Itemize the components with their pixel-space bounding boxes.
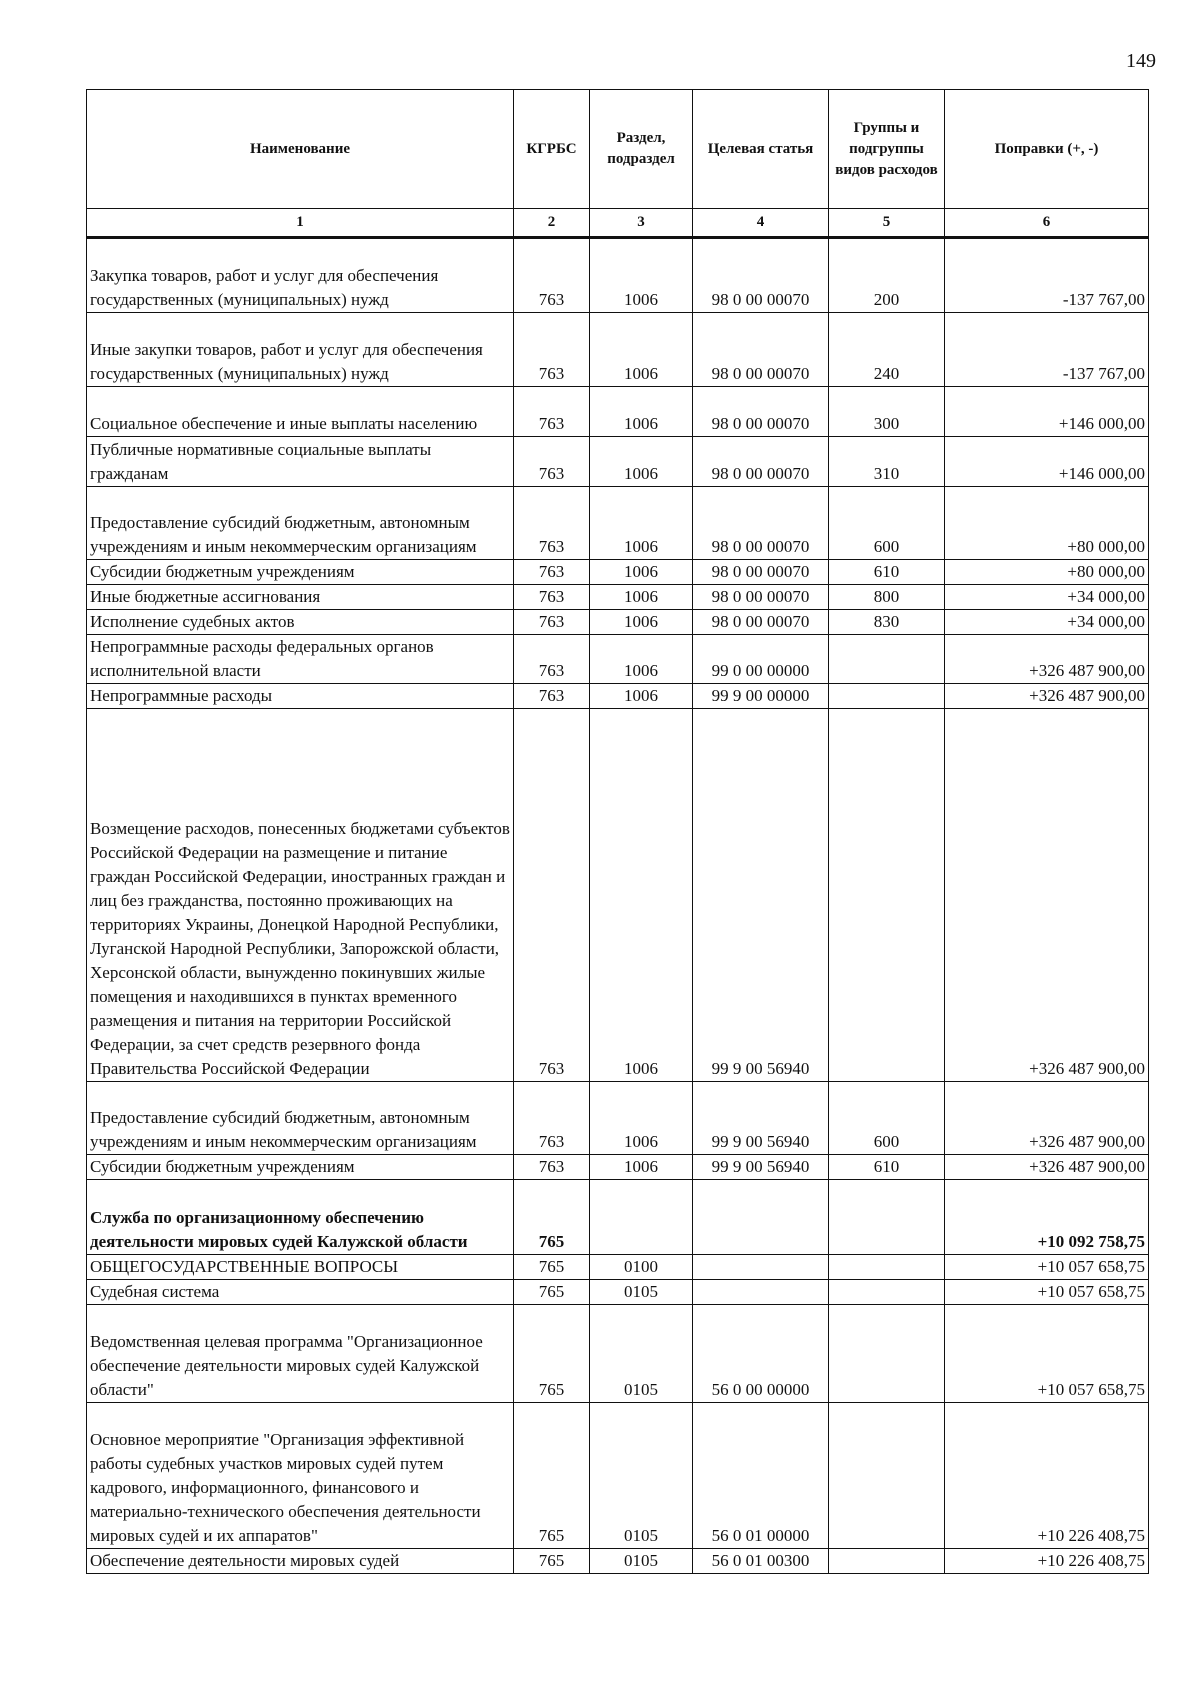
row-kgrbs-cell: 763 [514, 709, 590, 1082]
row-target-cell: 98 0 00 00070 [693, 238, 829, 313]
table-row [87, 1280, 1149, 1305]
row-amount-cell: +34 000,00 [945, 585, 1149, 610]
row-target-cell: 56 0 01 00300 [693, 1549, 829, 1574]
row-group-cell [829, 709, 945, 1082]
row-amount-cell: +326 487 900,00 [945, 684, 1149, 709]
row-name-cell: Закупка товаров, работ и услуг для обеспечения государственных (муниципальных) нужд [87, 238, 514, 313]
column-numbers-row [87, 209, 1149, 238]
row-kgrbs-cell: 765 [514, 1305, 590, 1403]
row-name-cell: Обеспечение деятельности мировых судей [87, 1549, 514, 1574]
row-group-cell: 600 [829, 487, 945, 560]
row-kgrbs-cell: 763 [514, 585, 590, 610]
row-group-cell [829, 1403, 945, 1549]
column-number: 1 [87, 209, 514, 238]
header-row [87, 90, 1149, 209]
row-kgrbs-cell: 765 [514, 1403, 590, 1549]
row-section-cell: 1006 [590, 585, 693, 610]
table-row [87, 560, 1149, 585]
row-group-cell [829, 684, 945, 709]
row-group-cell: 300 [829, 387, 945, 437]
row-name-cell: Ведомственная целевая программа "Организационное обеспечение деятельности мировых судей Калужской области" [87, 1305, 514, 1403]
row-name-cell: Возмещение расходов, понесенных бюджетами субъектов Российской Федерации на размещение и питание граждан Российской Федерации, иностранных граждан и лиц без гражданства, постоянно проживающих на территориях Украины, Донецкой Народной Республики, Луганской Народной Республики, Запорожской области, Херсонской области, вынужденно покинувших жилые помещения и находившихся в пунктах временного размещения и питания на территории Российской Федерации, за счет средств резервного фонда Правительства Российской Федерации [87, 709, 514, 1082]
row-name-cell: Иные бюджетные ассигнования [87, 585, 514, 610]
row-group-cell [829, 1305, 945, 1403]
row-amount-cell: -137 767,00 [945, 238, 1149, 313]
row-group-cell: 830 [829, 610, 945, 635]
row-amount-cell: +326 487 900,00 [945, 635, 1149, 684]
table-row [87, 1305, 1149, 1403]
row-target-cell: 98 0 00 00070 [693, 610, 829, 635]
budget-amendments-table [86, 89, 1149, 1574]
row-kgrbs-cell: 765 [514, 1255, 590, 1280]
table-row [87, 238, 1149, 313]
row-amount-cell: +10 057 658,75 [945, 1255, 1149, 1280]
row-section-cell: 0105 [590, 1305, 693, 1403]
row-amount-cell: +80 000,00 [945, 487, 1149, 560]
row-group-cell [829, 1549, 945, 1574]
row-amount-cell: +80 000,00 [945, 560, 1149, 585]
row-target-cell [693, 1255, 829, 1280]
table-row [87, 437, 1149, 487]
row-name-cell: Основное мероприятие "Организация эффективной работы судебных участков мировых судей путем кадрового, информационного, финансового и материально-технического обеспечения деятельности мировых судей и их аппаратов" [87, 1403, 514, 1549]
row-name-cell: Субсидии бюджетным учреждениям [87, 560, 514, 585]
row-amount-cell: +10 092 758,75 [945, 1180, 1149, 1255]
row-group-cell [829, 1280, 945, 1305]
header-name: Наименование [87, 90, 514, 209]
table-row [87, 1155, 1149, 1180]
row-kgrbs-cell: 763 [514, 1155, 590, 1180]
row-amount-cell: +10 057 658,75 [945, 1305, 1149, 1403]
row-section-cell: 0105 [590, 1403, 693, 1549]
row-group-cell: 310 [829, 437, 945, 487]
row-group-cell [829, 1255, 945, 1280]
row-group-cell: 610 [829, 560, 945, 585]
row-group-cell: 200 [829, 238, 945, 313]
table-row [87, 1403, 1149, 1549]
column-number: 3 [590, 209, 693, 238]
row-amount-cell: +326 487 900,00 [945, 1155, 1149, 1180]
row-kgrbs-cell: 763 [514, 1082, 590, 1155]
row-name-cell: ОБЩЕГОСУДАРСТВЕННЫЕ ВОПРОСЫ [87, 1255, 514, 1280]
table-row [87, 610, 1149, 635]
row-target-cell: 99 9 00 00000 [693, 684, 829, 709]
header-groups: Группы и подгруппы видов расходов [829, 90, 945, 209]
row-section-cell: 1006 [590, 610, 693, 635]
row-name-cell: Служба по организационному обеспечению деятельности мировых судей Калужской области [87, 1180, 514, 1255]
row-section-cell: 1006 [590, 709, 693, 1082]
row-group-cell: 800 [829, 585, 945, 610]
row-section-cell: 1006 [590, 1155, 693, 1180]
row-section-cell: 1006 [590, 635, 693, 684]
row-target-cell: 98 0 00 00070 [693, 313, 829, 387]
row-section-cell: 1006 [590, 313, 693, 387]
header-section: Раздел, подраздел [590, 90, 693, 209]
page-number: 149 [1126, 50, 1156, 72]
row-section-cell: 1006 [590, 387, 693, 437]
row-name-cell: Иные закупки товаров, работ и услуг для обеспечения государственных (муниципальных) нужд [87, 313, 514, 387]
row-target-cell: 99 9 00 56940 [693, 709, 829, 1082]
row-amount-cell: +326 487 900,00 [945, 1082, 1149, 1155]
row-name-cell: Судебная система [87, 1280, 514, 1305]
column-number: 6 [945, 209, 1149, 238]
row-kgrbs-cell: 763 [514, 635, 590, 684]
row-kgrbs-cell: 765 [514, 1280, 590, 1305]
row-target-cell [693, 1180, 829, 1255]
row-section-cell: 1006 [590, 437, 693, 487]
row-amount-cell: +326 487 900,00 [945, 709, 1149, 1082]
row-section-cell: 1006 [590, 238, 693, 313]
row-section-cell: 0100 [590, 1255, 693, 1280]
row-kgrbs-cell: 763 [514, 437, 590, 487]
row-group-cell [829, 635, 945, 684]
row-name-cell: Предоставление субсидий бюджетным, автономным учреждениям и иным некоммерческим организациям [87, 1082, 514, 1155]
row-group-cell [829, 1180, 945, 1255]
table-body [87, 238, 1149, 1574]
row-amount-cell: +146 000,00 [945, 387, 1149, 437]
row-amount-cell: +146 000,00 [945, 437, 1149, 487]
row-group-cell: 600 [829, 1082, 945, 1155]
row-name-cell: Социальное обеспечение и иные выплаты населению [87, 387, 514, 437]
table-row [87, 684, 1149, 709]
row-kgrbs-cell: 763 [514, 313, 590, 387]
column-number: 5 [829, 209, 945, 238]
table-row [87, 1082, 1149, 1155]
table-row [87, 709, 1149, 1082]
row-kgrbs-cell: 765 [514, 1180, 590, 1255]
header-kgrbs: КГРБС [514, 90, 590, 209]
table-row [87, 1549, 1149, 1574]
table-row [87, 1180, 1149, 1255]
row-name-cell: Непрограммные расходы федеральных органов исполнительной власти [87, 635, 514, 684]
table-row [87, 387, 1149, 437]
table-row [87, 1255, 1149, 1280]
table-row [87, 585, 1149, 610]
row-name-cell: Исполнение судебных актов [87, 610, 514, 635]
row-name-cell: Предоставление субсидий бюджетным, автономным учреждениям и иным некоммерческим организациям [87, 487, 514, 560]
row-target-cell: 56 0 01 00000 [693, 1403, 829, 1549]
row-group-cell: 610 [829, 1155, 945, 1180]
row-amount-cell: +10 226 408,75 [945, 1549, 1149, 1574]
table-row [87, 635, 1149, 684]
row-target-cell: 98 0 00 00070 [693, 585, 829, 610]
row-target-cell: 99 9 00 56940 [693, 1082, 829, 1155]
row-amount-cell: +34 000,00 [945, 610, 1149, 635]
row-section-cell: 1006 [590, 487, 693, 560]
table-row [87, 487, 1149, 560]
row-amount-cell: -137 767,00 [945, 313, 1149, 387]
row-kgrbs-cell: 765 [514, 1549, 590, 1574]
row-name-cell: Непрограммные расходы [87, 684, 514, 709]
header-amendments: Поправки (+, -) [945, 90, 1149, 209]
row-target-cell: 98 0 00 00070 [693, 437, 829, 487]
row-kgrbs-cell: 763 [514, 238, 590, 313]
row-amount-cell: +10 057 658,75 [945, 1280, 1149, 1305]
row-amount-cell: +10 226 408,75 [945, 1403, 1149, 1549]
row-name-cell: Субсидии бюджетным учреждениям [87, 1155, 514, 1180]
row-group-cell: 240 [829, 313, 945, 387]
column-number: 2 [514, 209, 590, 238]
table-row [87, 313, 1149, 387]
row-kgrbs-cell: 763 [514, 610, 590, 635]
row-target-cell: 56 0 00 00000 [693, 1305, 829, 1403]
row-section-cell: 0105 [590, 1549, 693, 1574]
column-number: 4 [693, 209, 829, 238]
header-target: Целевая статья [693, 90, 829, 209]
row-section-cell: 1006 [590, 560, 693, 585]
row-section-cell [590, 1180, 693, 1255]
row-target-cell: 99 0 00 00000 [693, 635, 829, 684]
row-section-cell: 0105 [590, 1280, 693, 1305]
row-target-cell: 98 0 00 00070 [693, 387, 829, 437]
row-kgrbs-cell: 763 [514, 560, 590, 585]
row-kgrbs-cell: 763 [514, 487, 590, 560]
row-kgrbs-cell: 763 [514, 684, 590, 709]
row-section-cell: 1006 [590, 684, 693, 709]
row-section-cell: 1006 [590, 1082, 693, 1155]
row-kgrbs-cell: 763 [514, 387, 590, 437]
row-target-cell: 98 0 00 00070 [693, 487, 829, 560]
row-target-cell: 98 0 00 00070 [693, 560, 829, 585]
row-target-cell [693, 1280, 829, 1305]
row-name-cell: Публичные нормативные социальные выплаты гражданам [87, 437, 514, 487]
row-target-cell: 99 9 00 56940 [693, 1155, 829, 1180]
